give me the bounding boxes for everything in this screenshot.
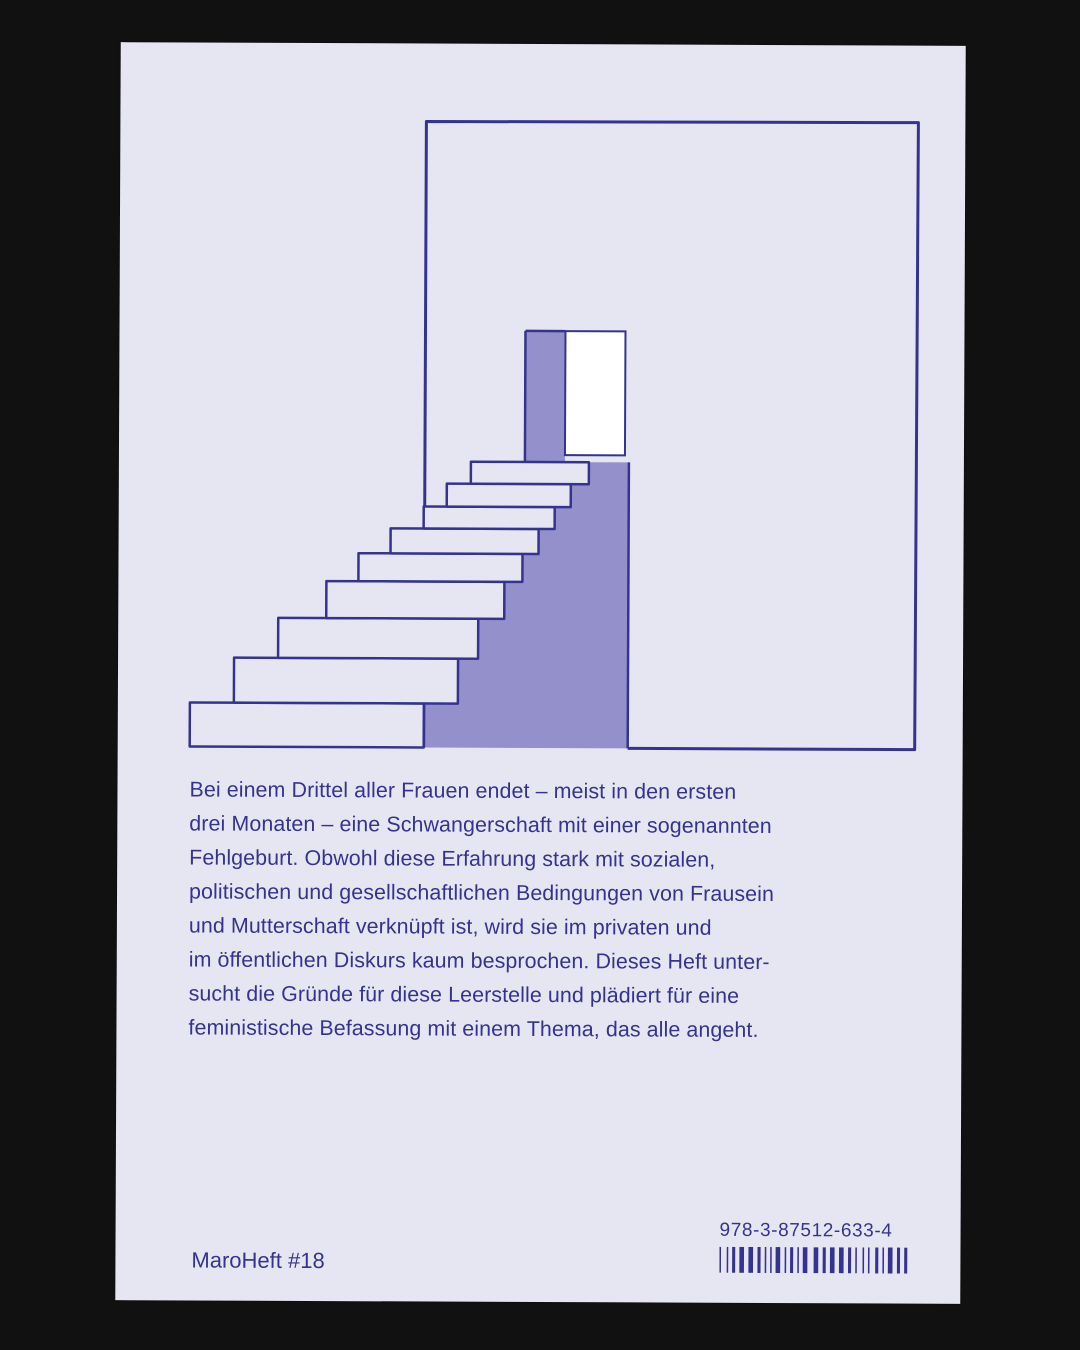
- step-9: [471, 462, 589, 485]
- barcode-bar: [797, 1247, 799, 1273]
- blurb-line: im öffentlichen Diskurs kaum besprochen. Dieses Heft unter-: [188, 947, 770, 975]
- barcode-bar: [739, 1247, 744, 1273]
- door-jamb-shadow: [525, 331, 566, 462]
- book-back-cover: [115, 42, 965, 1304]
- step-3: [278, 618, 478, 659]
- barcode-bar: [776, 1247, 781, 1273]
- barcode-bar: [765, 1247, 767, 1273]
- blurb-line: und Mutterschaft verknüpft ist, wird sie im privaten und: [188, 913, 712, 940]
- door-opening: [565, 331, 626, 455]
- blurb-text: [188, 772, 889, 1047]
- barcode-bar: [814, 1247, 819, 1273]
- isbn-number: 978-3-87512-633-4: [719, 1219, 893, 1242]
- barcode-bar: [748, 1247, 753, 1273]
- barcode: [719, 1247, 911, 1274]
- blurb-line: Fehlgeburt. Obwohl diese Erfahrung stark mit sozialen,: [189, 845, 716, 872]
- series-title: MaroHeft #18: [191, 1247, 325, 1274]
- blurb-line: drei Monaten – eine Schwangerschaft mit einer sogenannten: [189, 811, 772, 839]
- barcode-bar: [855, 1247, 857, 1273]
- staircase-illustration: [118, 42, 966, 766]
- barcode-bar: [888, 1248, 893, 1274]
- barcode-bar: [848, 1247, 851, 1273]
- blurb-line: feministische Befassung mit einem Thema, das alle angeht.: [188, 1015, 759, 1042]
- barcode-bar: [757, 1247, 760, 1273]
- step-5: [358, 553, 522, 582]
- barcode-bar: [719, 1247, 721, 1273]
- barcode-bar: [770, 1247, 772, 1273]
- barcode-bar: [732, 1247, 735, 1273]
- barcode-bar: [904, 1248, 907, 1274]
- step-2: [234, 658, 458, 704]
- step-8: [447, 484, 571, 508]
- barcode-bar: [785, 1247, 787, 1273]
- barcode-bar: [790, 1247, 793, 1273]
- step-1: [190, 702, 424, 747]
- barcode-bar: [830, 1247, 835, 1273]
- barcode-bar: [823, 1247, 826, 1273]
- barcode-bar: [897, 1248, 900, 1274]
- barcode-bar: [727, 1247, 729, 1273]
- blurb-line: politischen und gesellschaftlichen Bedingungen von Frausein: [188, 879, 775, 907]
- barcode-bar: [882, 1247, 884, 1273]
- barcode-bar: [839, 1247, 844, 1273]
- step-7: [424, 506, 555, 529]
- blurb-line: Bei einem Drittel aller Frauen endet – meist in den ersten: [189, 777, 737, 804]
- barcode-bar: [862, 1247, 864, 1273]
- step-6: [391, 528, 539, 554]
- step-4: [326, 581, 504, 619]
- barcode-bar: [803, 1247, 808, 1273]
- blurb-line: sucht die Gründe für diese Leerstelle und plädiert für eine: [188, 981, 740, 1008]
- barcode-bar: [868, 1247, 870, 1273]
- barcode-bar: [875, 1247, 878, 1273]
